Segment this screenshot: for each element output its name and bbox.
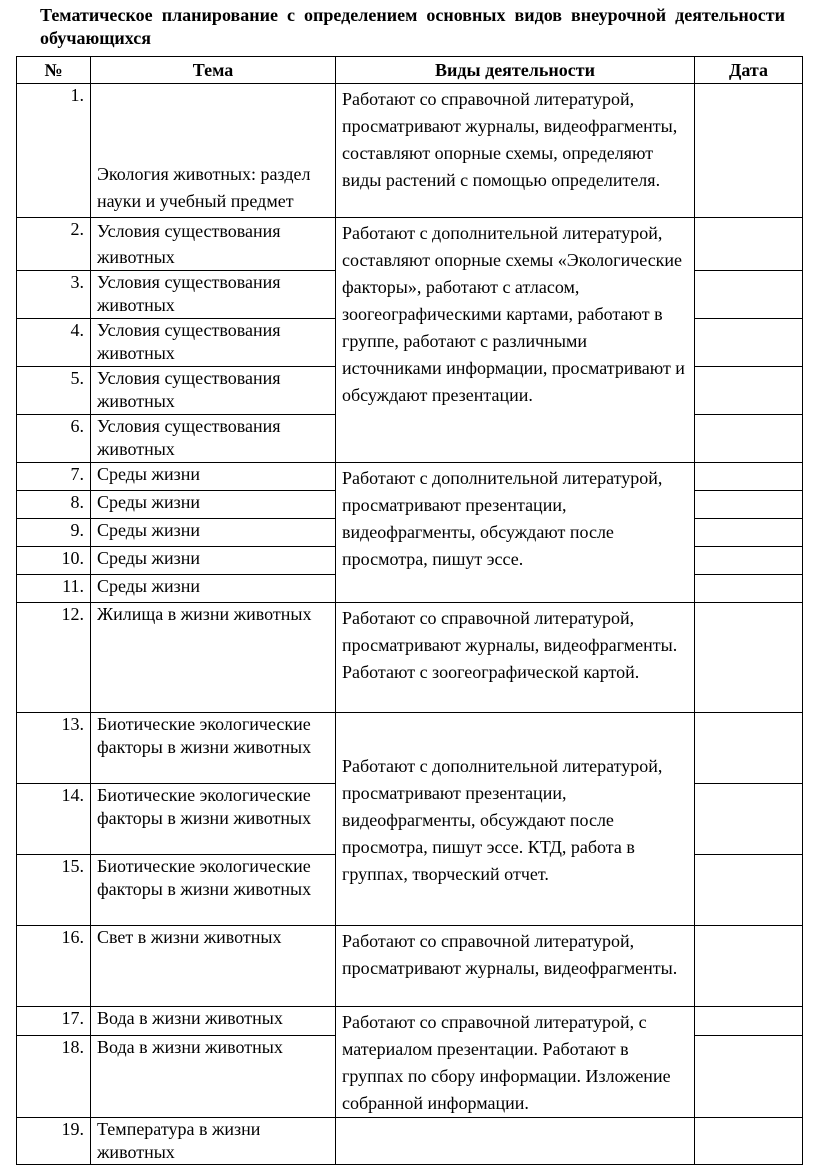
planning-table xyxy=(16,56,803,1165)
table-row xyxy=(17,713,803,784)
row-activities xyxy=(336,1118,695,1165)
row-number: 4. xyxy=(17,319,91,367)
row-theme: Температура в жизни животных xyxy=(91,1118,336,1165)
row-theme: Экология животных: раздел науки и учебный предмет xyxy=(91,84,336,218)
row-activities: Работают с дополнительной литературой, составляют опорные схемы «Экологические факторы», работают с атласом, зоогеографическими картами, работают в группе, работают с различными источниками информации, просматривают и обсуждают презентации. xyxy=(336,218,695,463)
row-theme: Биотические экологические факторы в жизни животных xyxy=(91,713,336,784)
header-activities: Виды деятельности xyxy=(336,57,695,84)
row-number: 17. xyxy=(17,1007,91,1036)
row-number: 3. xyxy=(17,271,91,319)
row-number: 15. xyxy=(17,855,91,926)
row-theme: Условия существования животных xyxy=(91,271,336,319)
row-number: 18. xyxy=(17,1036,91,1118)
row-date xyxy=(695,319,803,367)
header-date: Дата xyxy=(695,57,803,84)
row-date xyxy=(695,1007,803,1036)
row-theme: Свет в жизни животных xyxy=(91,926,336,1007)
header-theme: Тема xyxy=(91,57,336,84)
row-number: 2. xyxy=(17,218,91,271)
row-date xyxy=(695,855,803,926)
row-number: 1. xyxy=(17,84,91,218)
row-number: 16. xyxy=(17,926,91,1007)
row-theme: Среды жизни xyxy=(91,463,336,491)
row-number: 7. xyxy=(17,463,91,491)
row-date xyxy=(695,271,803,319)
row-theme: Вода в жизни животных xyxy=(91,1007,336,1036)
table-row xyxy=(17,463,803,491)
row-date xyxy=(695,463,803,491)
row-number: 12. xyxy=(17,603,91,713)
row-date xyxy=(695,415,803,463)
table-row xyxy=(17,926,803,1007)
row-date xyxy=(695,519,803,547)
row-date xyxy=(695,491,803,519)
row-theme: Условия существования животных xyxy=(91,319,336,367)
row-activities: Работают с дополнительной литературой, просматривают презентации, видеофрагменты, обсуждают после просмотра, пишут эссе. xyxy=(336,463,695,603)
row-number: 19. xyxy=(17,1118,91,1165)
table-row xyxy=(17,603,803,713)
row-theme: Биотические экологические факторы в жизни животных xyxy=(91,784,336,855)
row-theme: Среды жизни xyxy=(91,547,336,575)
row-activities: Работают со справочной литературой, просматривают журналы, видеофрагменты. Работают с зоогеографической картой. xyxy=(336,603,695,713)
row-date xyxy=(695,784,803,855)
row-theme: Биотические экологические факторы в жизни животных xyxy=(91,855,336,926)
row-number: 5. xyxy=(17,367,91,415)
row-theme: Жилища в жизни животных xyxy=(91,603,336,713)
row-date xyxy=(695,926,803,1007)
row-activities: Работают со справочной литературой, просматривают журналы, видеофрагменты. xyxy=(336,926,695,1007)
row-date xyxy=(695,575,803,603)
row-theme: Вода в жизни животных xyxy=(91,1036,336,1118)
document-title: Тематическое планирование с определением основных видов внеурочной деятельности обучающихся xyxy=(40,5,785,48)
row-number: 8. xyxy=(17,491,91,519)
row-activities: Работают со справочной литературой, с материалом презентации. Работают в группах по сбору информации. Изложение собранной информации. xyxy=(336,1007,695,1118)
row-theme: Среды жизни xyxy=(91,575,336,603)
row-number: 14. xyxy=(17,784,91,855)
row-date xyxy=(695,1036,803,1118)
table-header-row xyxy=(17,57,803,84)
table-row xyxy=(17,1007,803,1036)
row-activities: Работают с дополнительной литературой, просматривают презентации, видеофрагменты, обсуждают после просмотра, пишут эссе. КТД, работа в группах, творческий отчет. xyxy=(336,713,695,926)
row-activities: Работают со справочной литературой, просматривают журналы, видеофрагменты, составляют опорные схемы, определяют виды растений с помощью определителя. xyxy=(336,84,695,218)
table-row xyxy=(17,1118,803,1165)
table-row xyxy=(17,218,803,271)
row-theme: Условия существования животных xyxy=(91,367,336,415)
row-number: 9. xyxy=(17,519,91,547)
row-number: 6. xyxy=(17,415,91,463)
row-theme: Условия существования животных xyxy=(91,218,336,271)
row-number: 13. xyxy=(17,713,91,784)
row-theme: Среды жизни xyxy=(91,491,336,519)
row-theme: Условия существования животных xyxy=(91,415,336,463)
row-date xyxy=(695,603,803,713)
row-number: 10. xyxy=(17,547,91,575)
row-date xyxy=(695,1118,803,1165)
row-date xyxy=(695,547,803,575)
row-number: 11. xyxy=(17,575,91,603)
row-date xyxy=(695,84,803,218)
row-date xyxy=(695,713,803,784)
row-date xyxy=(695,218,803,271)
header-num: № xyxy=(17,57,91,84)
row-theme: Среды жизни xyxy=(91,519,336,547)
row-date xyxy=(695,367,803,415)
table-row xyxy=(17,84,803,218)
